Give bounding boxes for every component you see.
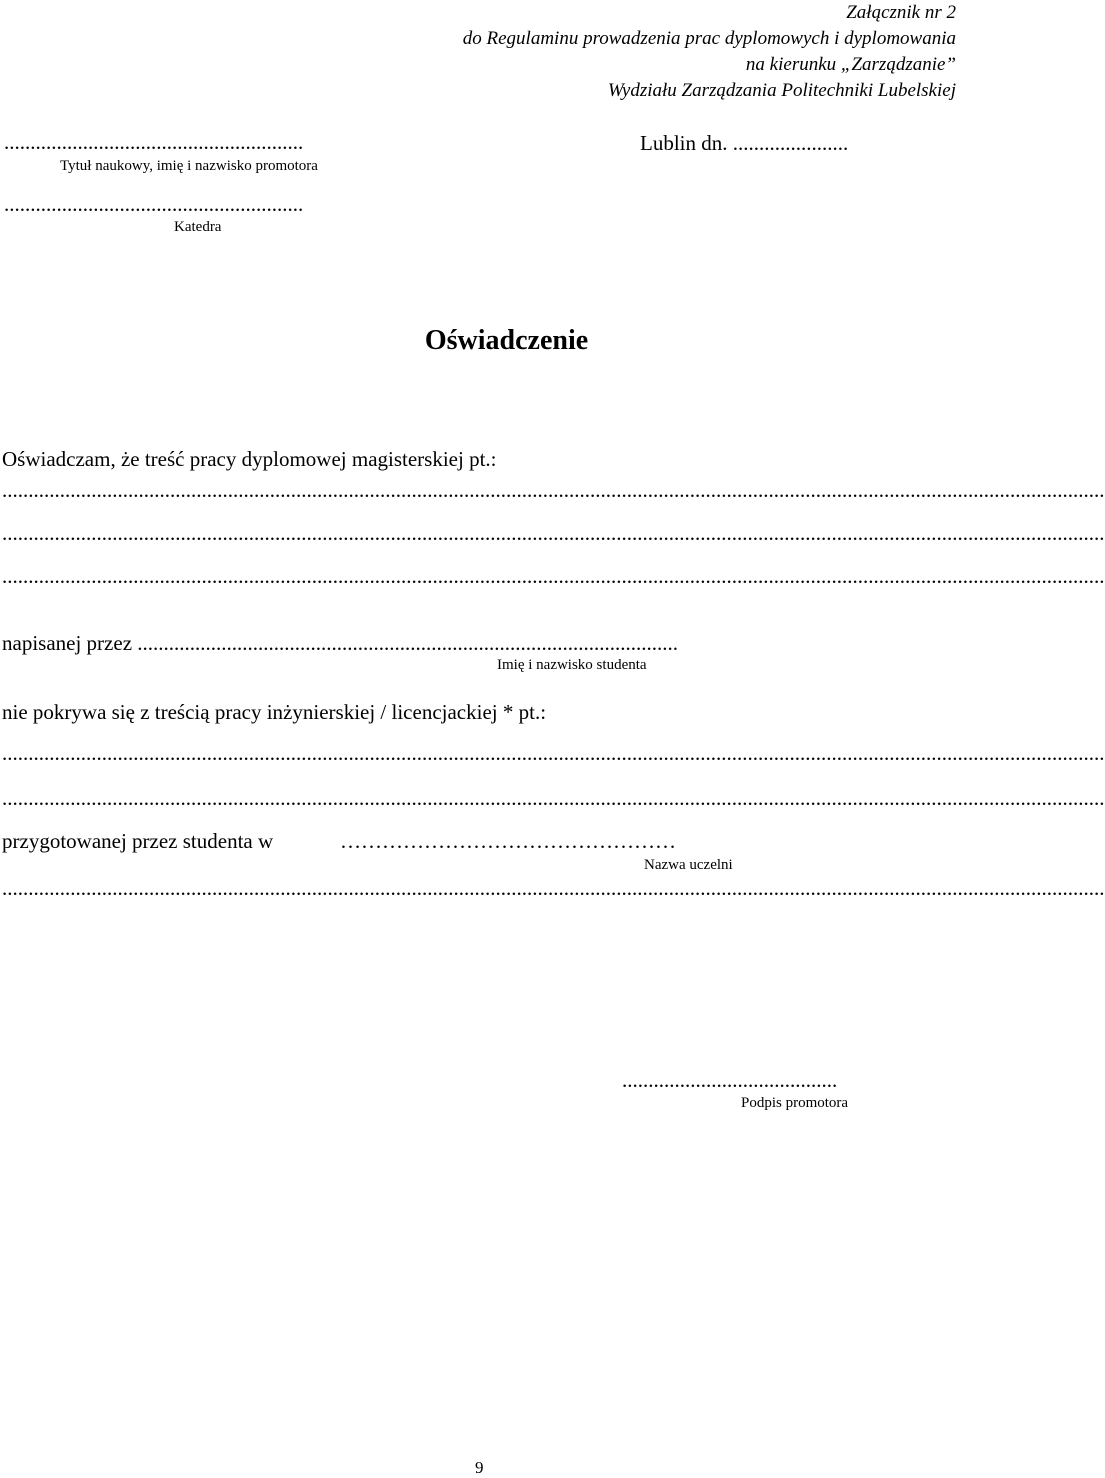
written-by-line: napisanej przez ....................................................................................................... xyxy=(2,631,679,655)
annex-regulation: do Regulaminu prowadzenia prac dyplomowych i dyplomowania xyxy=(462,28,956,49)
annex-faculty: Wydziału Zarządzania Politechniki Lubelskiej xyxy=(607,80,956,101)
annex-header xyxy=(463,0,956,104)
document-title: Oświadczenie xyxy=(424,325,589,356)
signature-caption: Podpis promotora xyxy=(741,1095,849,1111)
student-caption: Imię i nazwisko studenta xyxy=(497,657,647,673)
signature-dots: ......................................... xyxy=(622,1068,838,1092)
promoter-caption: Tytuł naukowy, imię i nazwisko promotora xyxy=(60,158,318,174)
prepared-statement: przygotowanej przez studenta w xyxy=(2,829,274,853)
annex-field: na kierunku „Zarządzanie” xyxy=(745,54,956,75)
university-line: .................................................................................................................................................................................................................. xyxy=(2,876,1105,900)
previous-thesis-line-2: .................................................................................................................................................................................................................. xyxy=(2,786,1105,810)
page-number: 9 xyxy=(475,1458,484,1477)
university-caption: Nazwa uczelni xyxy=(644,857,733,873)
previous-thesis-line-1: .................................................................................................................................................................................................................. xyxy=(2,741,1105,765)
department-caption: Katedra xyxy=(174,219,222,235)
thesis-title-line-1: .................................................................................................................................................................................................................. xyxy=(2,478,1105,502)
department-dots: ......................................................... xyxy=(4,192,304,216)
no-overlap-statement: nie pokrywa się z treścią pracy inżynierskiej / licencjackiej * pt.: xyxy=(2,700,547,724)
promoter-dots: ......................................................... xyxy=(4,130,304,154)
statement-intro: Oświadczam, że treść pracy dyplomowej magisterskiej pt.: xyxy=(2,447,497,471)
annex-number: Załącznik nr 2 xyxy=(846,2,956,23)
thesis-title-line-2: .................................................................................................................................................................................................................. xyxy=(2,521,1105,545)
date-field: Lublin dn. ...................... xyxy=(640,131,849,155)
university-dots: ………………………………………… xyxy=(340,829,676,853)
thesis-title-line-3: .................................................................................................................................................................................................................. xyxy=(2,564,1105,588)
